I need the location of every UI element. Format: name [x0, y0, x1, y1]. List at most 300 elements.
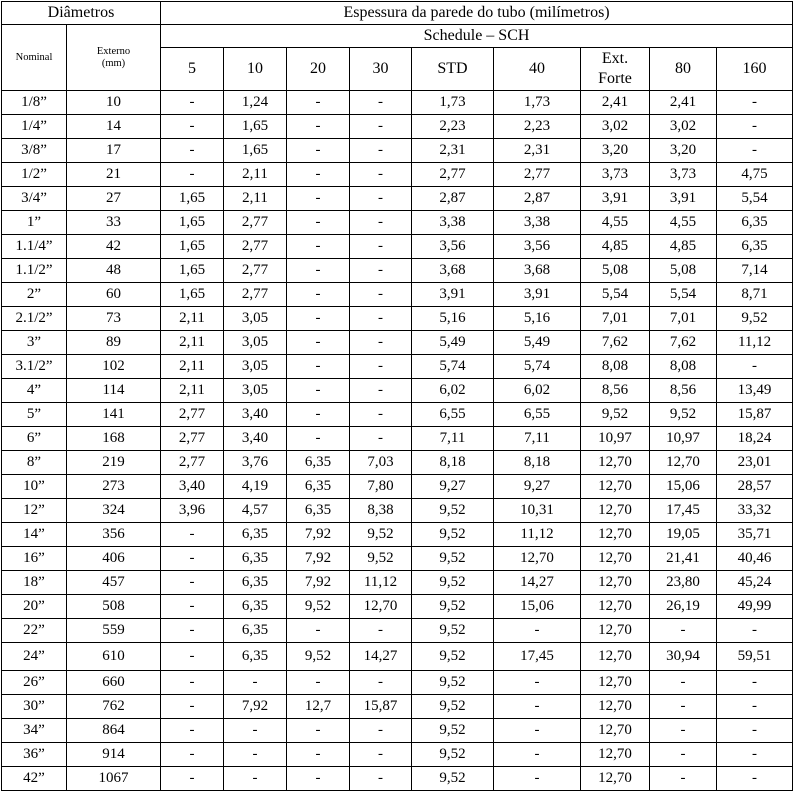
cell-sch-20: - [287, 187, 350, 211]
cell-sch-80: 8,56 [650, 379, 717, 403]
cell-sch-30: 14,27 [350, 643, 412, 671]
table-row [2, 163, 793, 187]
cell-sch-5: 1,65 [161, 259, 224, 283]
cell-sch-ext-forte: 12,70 [581, 499, 650, 523]
cell-sch-40: 7,11 [494, 427, 581, 451]
col-header-ext: Ext. [601, 50, 629, 67]
pipe-wall-thickness-table [1, 1, 793, 791]
cell-sch-ext-forte: 12,70 [581, 671, 650, 695]
cell-sch-20: - [287, 767, 350, 791]
table-row [2, 719, 793, 743]
cell-sch-40: - [494, 619, 581, 643]
cell-sch-5: - [161, 619, 224, 643]
table-row [2, 643, 793, 671]
cell-sch-80: - [650, 743, 717, 767]
cell-sch-ext-forte: 12,70 [581, 523, 650, 547]
cell-sch-160: - [717, 743, 793, 767]
cell-nominal: 22” [2, 619, 67, 643]
cell-sch-160: 8,71 [717, 283, 793, 307]
cell-sch-20: 6,35 [287, 499, 350, 523]
cell-sch-20: - [287, 211, 350, 235]
cell-sch-160: 33,32 [717, 499, 793, 523]
cell-sch-160: 11,12 [717, 331, 793, 355]
cell-externo: 10 [67, 91, 161, 115]
cell-sch-30: 9,52 [350, 523, 412, 547]
cell-sch-5: - [161, 523, 224, 547]
cell-sch-std: 9,52 [412, 695, 494, 719]
cell-sch-ext-forte: 12,70 [581, 767, 650, 791]
cell-sch-10: 3,05 [224, 355, 287, 379]
table-row [2, 671, 793, 695]
cell-nominal: 3/8” [2, 139, 67, 163]
cell-sch-160: 13,49 [717, 379, 793, 403]
cell-sch-20: - [287, 307, 350, 331]
cell-sch-160: 4,75 [717, 163, 793, 187]
cell-sch-ext-forte: 5,54 [581, 283, 650, 307]
cell-sch-40: 11,12 [494, 523, 581, 547]
cell-sch-ext-forte: 10,97 [581, 427, 650, 451]
cell-externo: 610 [67, 643, 161, 671]
cell-sch-160: 49,99 [717, 595, 793, 619]
cell-sch-160: 28,57 [717, 475, 793, 499]
cell-sch-5: 1,65 [161, 283, 224, 307]
cell-sch-80: 3,20 [650, 139, 717, 163]
cell-sch-80: 12,70 [650, 451, 717, 475]
cell-sch-10: - [224, 767, 287, 791]
cell-sch-80: 9,52 [650, 403, 717, 427]
cell-sch-160: - [717, 671, 793, 695]
cell-sch-80: 10,97 [650, 427, 717, 451]
cell-sch-ext-forte: 3,02 [581, 115, 650, 139]
cell-sch-10: 4,19 [224, 475, 287, 499]
cell-sch-ext-forte: 12,70 [581, 571, 650, 595]
cell-sch-30: - [350, 235, 412, 259]
table-row [2, 571, 793, 595]
cell-externo: 559 [67, 619, 161, 643]
cell-sch-40: 3,38 [494, 211, 581, 235]
cell-externo: 89 [67, 331, 161, 355]
cell-sch-5: 1,65 [161, 235, 224, 259]
cell-sch-160: - [717, 619, 793, 643]
cell-sch-std: 8,18 [412, 451, 494, 475]
cell-sch-10: 2,77 [224, 259, 287, 283]
cell-sch-20: - [287, 115, 350, 139]
cell-sch-10: 6,35 [224, 595, 287, 619]
cell-sch-20: 7,92 [287, 547, 350, 571]
table-header [2, 2, 793, 91]
table-row [2, 403, 793, 427]
cell-sch-40: - [494, 719, 581, 743]
table-row [2, 379, 793, 403]
cell-sch-5: 2,11 [161, 331, 224, 355]
cell-sch-std: 9,52 [412, 719, 494, 743]
cell-sch-ext-forte: 8,56 [581, 379, 650, 403]
cell-sch-40: 5,74 [494, 355, 581, 379]
cell-externo: 219 [67, 451, 161, 475]
cell-sch-10: - [224, 719, 287, 743]
cell-sch-std: 5,74 [412, 355, 494, 379]
cell-sch-30: - [350, 379, 412, 403]
cell-externo: 114 [67, 379, 161, 403]
header-diametros: Diâmetros [2, 2, 161, 25]
cell-sch-std: 2,87 [412, 187, 494, 211]
cell-sch-160: 40,46 [717, 547, 793, 571]
cell-nominal: 3/4” [2, 187, 67, 211]
table-body [2, 91, 793, 791]
cell-sch-30: 15,87 [350, 695, 412, 719]
cell-nominal: 1.1/2” [2, 259, 67, 283]
cell-sch-160: 35,71 [717, 523, 793, 547]
cell-sch-40: - [494, 743, 581, 767]
cell-nominal: 16” [2, 547, 67, 571]
cell-sch-80: 8,08 [650, 355, 717, 379]
cell-sch-5: - [161, 571, 224, 595]
cell-sch-10: 3,76 [224, 451, 287, 475]
cell-sch-160: - [717, 695, 793, 719]
cell-sch-30: - [350, 259, 412, 283]
cell-sch-ext-forte: 4,55 [581, 211, 650, 235]
cell-sch-10: 6,35 [224, 643, 287, 671]
cell-sch-5: - [161, 767, 224, 791]
cell-sch-30: 7,80 [350, 475, 412, 499]
cell-sch-20: - [287, 91, 350, 115]
table-row [2, 115, 793, 139]
cell-sch-20: 6,35 [287, 451, 350, 475]
cell-sch-40: 2,23 [494, 115, 581, 139]
cell-sch-20: - [287, 235, 350, 259]
table-row [2, 427, 793, 451]
cell-sch-40: 6,55 [494, 403, 581, 427]
table-row [2, 331, 793, 355]
table-row [2, 259, 793, 283]
cell-externo: 168 [67, 427, 161, 451]
cell-sch-5: 2,11 [161, 307, 224, 331]
cell-nominal: 8” [2, 451, 67, 475]
cell-nominal: 3” [2, 331, 67, 355]
cell-sch-20: - [287, 379, 350, 403]
cell-sch-160: - [717, 355, 793, 379]
cell-sch-30: - [350, 331, 412, 355]
table-row [2, 595, 793, 619]
cell-sch-160: 9,52 [717, 307, 793, 331]
cell-sch-80: 7,01 [650, 307, 717, 331]
cell-nominal: 36” [2, 743, 67, 767]
cell-sch-80: - [650, 619, 717, 643]
cell-sch-10: - [224, 743, 287, 767]
cell-sch-std: 9,52 [412, 499, 494, 523]
cell-sch-160: 45,24 [717, 571, 793, 595]
cell-externo: 356 [67, 523, 161, 547]
cell-externo: 14 [67, 115, 161, 139]
cell-sch-ext-forte: 8,08 [581, 355, 650, 379]
cell-sch-40: 12,70 [494, 547, 581, 571]
cell-nominal: 6” [2, 427, 67, 451]
cell-sch-40: 1,73 [494, 91, 581, 115]
cell-sch-ext-forte: 4,85 [581, 235, 650, 259]
cell-sch-std: 9,27 [412, 475, 494, 499]
cell-nominal: 1/4” [2, 115, 67, 139]
cell-sch-160: 23,01 [717, 451, 793, 475]
cell-sch-10: 3,05 [224, 331, 287, 355]
cell-sch-20: - [287, 259, 350, 283]
cell-sch-ext-forte: 12,70 [581, 743, 650, 767]
table-row [2, 523, 793, 547]
cell-sch-5: - [161, 671, 224, 695]
cell-sch-ext-forte: 12,70 [581, 643, 650, 671]
cell-sch-40: 6,02 [494, 379, 581, 403]
cell-sch-10: 2,77 [224, 211, 287, 235]
cell-sch-20: - [287, 163, 350, 187]
cell-nominal: 42” [2, 767, 67, 791]
cell-sch-ext-forte: 7,01 [581, 307, 650, 331]
cell-sch-ext-forte: 12,70 [581, 547, 650, 571]
cell-nominal: 34” [2, 719, 67, 743]
cell-sch-20: - [287, 427, 350, 451]
cell-sch-40: 5,49 [494, 331, 581, 355]
cell-externo: 42 [67, 235, 161, 259]
cell-sch-10: 6,35 [224, 571, 287, 595]
cell-sch-80: 4,85 [650, 235, 717, 259]
cell-sch-10: 1,24 [224, 91, 287, 115]
cell-nominal: 1/8” [2, 91, 67, 115]
cell-sch-40: 10,31 [494, 499, 581, 523]
table-row [2, 695, 793, 719]
col-header-5: 5 [161, 48, 224, 91]
cell-sch-std: 9,52 [412, 595, 494, 619]
col-header-forte: Forte [598, 70, 632, 87]
table-row [2, 187, 793, 211]
cell-sch-40: 8,18 [494, 451, 581, 475]
cell-sch-ext-forte: 12,70 [581, 695, 650, 719]
col-header-std: STD [412, 48, 494, 91]
cell-sch-40: 2,77 [494, 163, 581, 187]
cell-sch-std: 2,31 [412, 139, 494, 163]
col-header-40: 40 [494, 48, 581, 91]
cell-sch-10: 3,05 [224, 379, 287, 403]
cell-externo: 17 [67, 139, 161, 163]
cell-sch-160: 6,35 [717, 211, 793, 235]
cell-sch-80: 15,06 [650, 475, 717, 499]
cell-sch-80: 23,80 [650, 571, 717, 595]
cell-sch-80: 5,08 [650, 259, 717, 283]
header-externo [67, 25, 161, 91]
table-row [2, 547, 793, 571]
table-row [2, 235, 793, 259]
col-header-80: 80 [650, 48, 717, 91]
cell-sch-30: - [350, 211, 412, 235]
cell-nominal: 4” [2, 379, 67, 403]
cell-sch-10: 2,11 [224, 187, 287, 211]
cell-sch-5: - [161, 547, 224, 571]
cell-sch-std: 9,52 [412, 571, 494, 595]
cell-sch-20: 7,92 [287, 523, 350, 547]
cell-sch-10: 3,40 [224, 427, 287, 451]
cell-sch-10: 2,77 [224, 283, 287, 307]
cell-sch-5: - [161, 163, 224, 187]
cell-nominal: 1.1/4” [2, 235, 67, 259]
cell-sch-80: 3,02 [650, 115, 717, 139]
cell-sch-ext-forte: 12,70 [581, 595, 650, 619]
cell-sch-80: 17,45 [650, 499, 717, 523]
cell-sch-5: 1,65 [161, 211, 224, 235]
cell-sch-std: 3,56 [412, 235, 494, 259]
cell-sch-30: - [350, 91, 412, 115]
cell-sch-std: 9,52 [412, 767, 494, 791]
cell-sch-30: - [350, 671, 412, 695]
cell-nominal: 24” [2, 643, 67, 671]
cell-nominal: 30” [2, 695, 67, 719]
cell-sch-20: - [287, 283, 350, 307]
cell-sch-5: 2,77 [161, 403, 224, 427]
cell-sch-10: 1,65 [224, 115, 287, 139]
cell-sch-40: 2,31 [494, 139, 581, 163]
cell-sch-20: 6,35 [287, 475, 350, 499]
cell-sch-20: - [287, 619, 350, 643]
cell-sch-10: 3,05 [224, 307, 287, 331]
cell-sch-40: 5,16 [494, 307, 581, 331]
cell-sch-40: 9,27 [494, 475, 581, 499]
cell-sch-40: 3,56 [494, 235, 581, 259]
cell-sch-30: - [350, 403, 412, 427]
cell-sch-ext-forte: 12,70 [581, 619, 650, 643]
cell-sch-20: - [287, 743, 350, 767]
cell-sch-80: - [650, 767, 717, 791]
cell-sch-ext-forte: 2,41 [581, 91, 650, 115]
cell-sch-30: 8,38 [350, 499, 412, 523]
cell-sch-std: 2,23 [412, 115, 494, 139]
cell-sch-20: 12,7 [287, 695, 350, 719]
cell-sch-std: 3,91 [412, 283, 494, 307]
cell-sch-30: - [350, 719, 412, 743]
cell-externo: 508 [67, 595, 161, 619]
cell-externo: 141 [67, 403, 161, 427]
cell-sch-160: - [717, 767, 793, 791]
header-schedule: Schedule – SCH [161, 25, 793, 48]
cell-sch-30: - [350, 307, 412, 331]
cell-externo: 27 [67, 187, 161, 211]
cell-sch-80: 7,62 [650, 331, 717, 355]
table-row [2, 499, 793, 523]
cell-sch-40: 3,91 [494, 283, 581, 307]
col-header-ext-forte [581, 48, 650, 91]
cell-sch-40: - [494, 671, 581, 695]
cell-sch-std: 6,55 [412, 403, 494, 427]
cell-sch-5: - [161, 139, 224, 163]
cell-sch-80: 21,41 [650, 547, 717, 571]
cell-sch-80: 3,73 [650, 163, 717, 187]
cell-sch-20: - [287, 331, 350, 355]
header-nominal: Nominal [2, 25, 67, 91]
cell-sch-160: - [717, 139, 793, 163]
cell-sch-80: - [650, 719, 717, 743]
cell-sch-std: 9,52 [412, 743, 494, 767]
cell-externo: 324 [67, 499, 161, 523]
cell-externo: 273 [67, 475, 161, 499]
cell-sch-10: 3,40 [224, 403, 287, 427]
cell-sch-30: - [350, 619, 412, 643]
cell-sch-5: 2,77 [161, 427, 224, 451]
cell-sch-std: 9,52 [412, 643, 494, 671]
col-header-20: 20 [287, 48, 350, 91]
cell-sch-30: - [350, 767, 412, 791]
cell-sch-160: 5,54 [717, 187, 793, 211]
cell-sch-5: 3,96 [161, 499, 224, 523]
cell-sch-10: 1,65 [224, 139, 287, 163]
table-row [2, 619, 793, 643]
cell-externo: 864 [67, 719, 161, 743]
cell-nominal: 12” [2, 499, 67, 523]
cell-sch-ext-forte: 5,08 [581, 259, 650, 283]
cell-nominal: 1/2” [2, 163, 67, 187]
cell-sch-5: - [161, 595, 224, 619]
cell-sch-30: 11,12 [350, 571, 412, 595]
cell-sch-10: - [224, 671, 287, 695]
cell-sch-30: - [350, 115, 412, 139]
cell-sch-5: 2,11 [161, 379, 224, 403]
cell-sch-5: 2,11 [161, 355, 224, 379]
cell-sch-20: 7,92 [287, 571, 350, 595]
cell-nominal: 14” [2, 523, 67, 547]
header-espessura: Espessura da parede do tubo (milímetros) [161, 2, 793, 25]
cell-sch-20: 9,52 [287, 643, 350, 671]
cell-sch-std: 1,73 [412, 91, 494, 115]
cell-nominal: 10” [2, 475, 67, 499]
table-row [2, 743, 793, 767]
cell-sch-std: 9,52 [412, 523, 494, 547]
cell-sch-10: 2,77 [224, 235, 287, 259]
cell-sch-ext-forte: 12,70 [581, 719, 650, 743]
cell-sch-40: 14,27 [494, 571, 581, 595]
cell-sch-40: 15,06 [494, 595, 581, 619]
cell-sch-160: - [717, 115, 793, 139]
cell-sch-std: 2,77 [412, 163, 494, 187]
cell-sch-20: - [287, 671, 350, 695]
cell-sch-std: 7,11 [412, 427, 494, 451]
cell-nominal: 3.1/2” [2, 355, 67, 379]
cell-sch-ext-forte: 7,62 [581, 331, 650, 355]
cell-sch-30: - [350, 743, 412, 767]
cell-sch-5: 1,65 [161, 187, 224, 211]
cell-sch-5: - [161, 743, 224, 767]
cell-sch-80: 30,94 [650, 643, 717, 671]
cell-externo: 102 [67, 355, 161, 379]
cell-sch-std: 6,02 [412, 379, 494, 403]
cell-sch-40: 2,87 [494, 187, 581, 211]
col-header-30: 30 [350, 48, 412, 91]
cell-sch-20: 9,52 [287, 595, 350, 619]
cell-sch-std: 5,49 [412, 331, 494, 355]
table-row [2, 139, 793, 163]
cell-nominal: 2” [2, 283, 67, 307]
cell-sch-std: 5,16 [412, 307, 494, 331]
cell-externo: 48 [67, 259, 161, 283]
cell-sch-160: - [717, 719, 793, 743]
cell-sch-5: 3,40 [161, 475, 224, 499]
table-row [2, 91, 793, 115]
cell-sch-5: - [161, 91, 224, 115]
cell-sch-30: - [350, 139, 412, 163]
cell-sch-160: 15,87 [717, 403, 793, 427]
cell-nominal: 1” [2, 211, 67, 235]
cell-sch-80: 26,19 [650, 595, 717, 619]
cell-sch-80: - [650, 671, 717, 695]
cell-sch-std: 9,52 [412, 619, 494, 643]
cell-sch-40: - [494, 767, 581, 791]
cell-sch-10: 7,92 [224, 695, 287, 719]
table-row [2, 475, 793, 499]
cell-sch-80: 5,54 [650, 283, 717, 307]
cell-sch-30: 9,52 [350, 547, 412, 571]
